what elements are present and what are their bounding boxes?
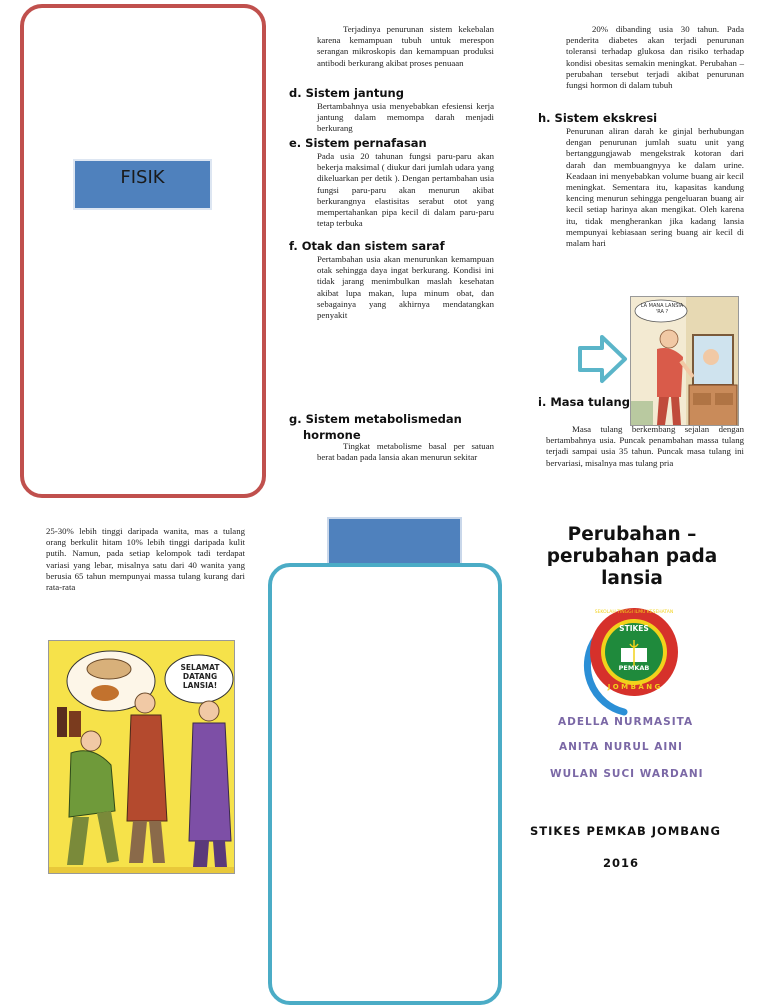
heading-h: h. Sistem ekskresi [538,111,658,125]
heading-g-2: hormone [303,428,361,442]
heading-d: d. Sistem jantung [289,86,404,100]
text-h: Penurunan aliran darah ke ginjal berhubungan dengan penurunan jumlah suatu unit yang bertanggungjawab mengekstrak kotoran dari darah dan membuangnyya ke dalam urine. Keadaan ini menyebabkan volume buang air kecil meningkat. Sementara itu, kapasitas kandung kencing menurun sehingga pengeluaran buang air kecil setiap harinya akan mengikat. Oleh karena itu, tidak mengherankan jika kadang lansia mempunyai kebiasaan sering buang air kecil di malam hari [566,126,744,249]
heading-e: e. Sistem pernafasan [289,136,427,150]
author-1: ADELLA NURMASITA [558,716,694,728]
fisik-label: FISIK [73,159,212,210]
col3-text: 25-30% lebih tinggi daripada wanita, mas a tulang orang berkulit hitam 10% lebih tinggi daripada kulit putih. Namun, pada setiap kelompok tadi terdapat variasi yang lebar, misalnya satu dari 40 wanita yang berusia 65 tahun mempunyai massa tulang kurang dari rata-rata [46,526,245,593]
cartoon-selamat-datang [48,640,235,874]
text-f: Pertambahan usia akan menurunkan kemampuan otak sehingga daya ingat berkurang. Kondisi ini tidak jarang menimbulkan maslah kesehatan akibat lupa makan, lupa minum obat, dan sebagainya yang akhirnya mendatangkan penyakit [317,254,494,321]
heading-i: i. Masa tulang [538,395,630,409]
cartoon1-caption: LA MANA LANSIA 'RA ? [640,303,684,315]
right-arrow-icon [578,334,628,384]
heading-f: f. Otak dan sistem saraf [289,239,445,253]
col1-intro: Terjadinya penurunan sistem kekebalan karena kemampuan tubuh untuk merespon serangan mikroskopis dan kemampuan produksi antibodi berkurang akibat proses penuaan [317,24,494,68]
left-panel-frame [20,4,266,498]
institution: STIKES PEMKAB JOMBANG [530,824,721,838]
heading-g-1: g. Sistem metabolismedan [289,412,462,426]
author-2: ANITA NURUL AINI [559,741,683,753]
stikes-logo [568,604,696,716]
text-g: Tingkat metabolisme basal per satuan berat badan pada lansia akan menurun sekitar [317,441,494,463]
logo-city-text: J O M B A N G [607,683,661,691]
blue-label-box [327,517,462,565]
text-i: Masa tulang berkembang sejalan dengan bertambahnya usia. Puncak penambahan massa tulang terjadi sampai usia 35 tahun. Puncak masa tulang ini bervariasi, misalnya mas tulang pria [546,424,744,468]
cartoon-elder-mirror [630,296,739,426]
cartoon2-bubble: SELAMAT DATANG LANSIA! [180,663,220,690]
col2-intro: 20% dibanding usia 30 tahun. Pada penderita diabetes akan terjadi penurunan toleransi terhadap glukosa dan risiko terhadap kondisi obesitas semakin meningkat. Perubahan – perubahan tersebut terjadi akibat penurunan fungsi hormon di dalam tubuh [566,24,744,91]
middle-panel-frame [268,563,502,1005]
text-e: Pada usia 20 tahunan fungsi paru-paru akan bekerja maksimal ( diukur dari jumlah udara yang dikeluarkan per detik ). Dengan pertambahan usia fungsi paru-paru akan menurun akibat berkurangnya elastisitas serabut otot yang mempertahankan pipa kecil di dalam paru-paru tetap terbuka [317,151,494,229]
logo-bottom-text: PEMKAB [618,664,650,672]
text-d: Bertambahnya usia menyebabkan efesiensi kerja jantung dalam memompa darah menjadi berkurang [317,101,494,134]
logo-ring-text: SEKOLAH TINGGI ILMU KESEHATAN [594,610,674,615]
year: 2016 [603,856,640,870]
author-3: WULAN SUCI WARDANI [550,768,704,780]
logo-top-text: STIKES [619,624,649,633]
cover-title: Perubahan – perubahan pada lansia [546,524,718,589]
